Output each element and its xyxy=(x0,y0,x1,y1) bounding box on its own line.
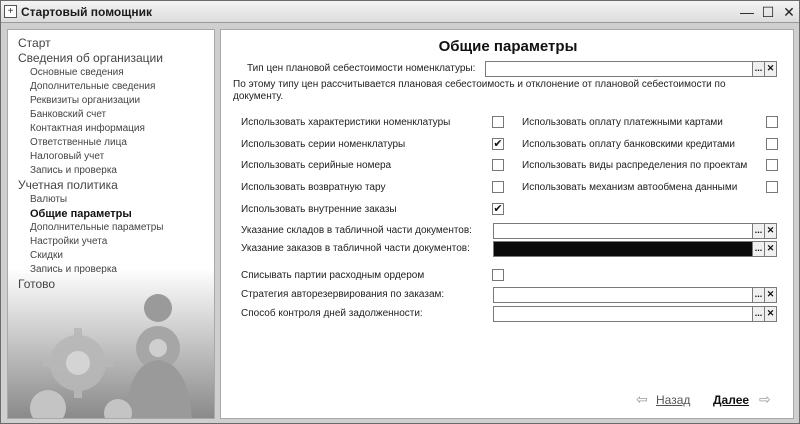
warehouse-label: Указание складов в табличной части документов: xyxy=(241,225,472,236)
option-label: Использовать механизм автообмена данными xyxy=(522,182,738,193)
orders-label: Указание заказов в табличной части документов: xyxy=(241,243,470,254)
option-label: Использовать внутренние заказы xyxy=(241,204,397,215)
option-label: Использовать серийные номера xyxy=(241,160,392,171)
price-type-note: По этому типу цен рассчитывается плановая себестоимость и отклонение от плановой себестоимости по документу. xyxy=(233,79,726,102)
steps-list xyxy=(18,36,213,292)
step-section-item[interactable]: Учетная политика xyxy=(18,178,118,192)
clear-icon[interactable]: ✕ xyxy=(764,242,776,256)
step-item[interactable]: Налоговый учет xyxy=(30,151,105,162)
write-off-label: Списывать партии расходным ордером xyxy=(241,270,425,281)
step-item[interactable]: Банковский счет xyxy=(30,109,107,120)
write-off-checkbox[interactable] xyxy=(492,269,504,281)
step-item[interactable]: Скидки xyxy=(30,250,63,261)
price-type-label: Тип цен плановой себестоимости номенклатуры: xyxy=(247,63,476,74)
option-checkbox[interactable] xyxy=(492,159,504,171)
next-arrow-icon: ⇨ xyxy=(759,391,771,407)
option-checkbox[interactable] xyxy=(766,159,778,171)
back-arrow-icon: ⇦ xyxy=(636,391,648,407)
option-label: Использовать оплату банковскими кредитами xyxy=(522,139,735,150)
step-section-item[interactable]: Готово xyxy=(18,277,56,291)
main-panel xyxy=(220,29,794,419)
step-item[interactable]: Основные сведения xyxy=(30,67,124,78)
select-button[interactable]: ... xyxy=(752,242,764,256)
warehouse-field[interactable] xyxy=(493,223,777,239)
step-item[interactable]: Валюты xyxy=(30,194,68,205)
page-title: Общие параметры xyxy=(438,38,578,55)
step-item[interactable]: Настройки учета xyxy=(30,236,108,247)
select-button[interactable]: ... xyxy=(752,62,764,76)
step-section-item[interactable]: Сведения об организации xyxy=(18,51,163,65)
price-type-field[interactable] xyxy=(485,61,777,77)
option-checkbox[interactable] xyxy=(766,138,778,150)
steps-sidebar xyxy=(7,29,215,419)
select-button[interactable]: ... xyxy=(752,307,764,321)
minimize-icon[interactable]: — xyxy=(740,4,754,20)
option-label: Использовать оплату платежными картами xyxy=(522,117,723,128)
option-checkbox[interactable] xyxy=(492,181,504,193)
option-checkbox[interactable] xyxy=(766,116,778,128)
step-item[interactable]: Запись и проверка xyxy=(30,165,117,176)
step-item[interactable]: Ответственные лица xyxy=(30,137,127,148)
window-title: Стартовый помощник xyxy=(21,5,152,19)
option-checkbox[interactable] xyxy=(766,181,778,193)
step-item[interactable]: Дополнительные параметры xyxy=(30,222,164,233)
debt-control-field[interactable] xyxy=(493,306,777,322)
option-label: Использовать серии номенклатуры xyxy=(241,139,406,150)
next-label: Далее xyxy=(713,393,750,407)
back-label: Назад xyxy=(656,393,691,407)
select-button[interactable]: ... xyxy=(752,224,764,238)
orders-field[interactable] xyxy=(493,241,777,257)
option-label: Использовать характеристики номенклатуры xyxy=(241,117,451,128)
clear-icon[interactable]: ✕ xyxy=(764,307,776,321)
app-icon[interactable]: + xyxy=(4,5,17,18)
step-item[interactable]: Дополнительные сведения xyxy=(30,81,156,92)
reserve-strategy-label: Стратегия авторезервирования по заказам: xyxy=(241,289,445,300)
title-bar[interactable] xyxy=(1,1,799,23)
clear-icon[interactable]: ✕ xyxy=(764,224,776,238)
select-button[interactable]: ... xyxy=(752,288,764,302)
close-icon[interactable]: ✕ xyxy=(783,4,795,20)
option-checkbox[interactable]: ✔ xyxy=(493,138,503,150)
clear-icon[interactable]: ✕ xyxy=(764,62,776,76)
clear-icon[interactable]: ✕ xyxy=(764,288,776,302)
option-label: Использовать виды распределения по проектам xyxy=(522,160,748,171)
option-checkbox[interactable] xyxy=(492,116,504,128)
option-label: Использовать возвратную тару xyxy=(241,182,386,193)
maximize-icon[interactable]: ☐ xyxy=(761,4,775,20)
step-item[interactable]: Запись и проверка xyxy=(30,264,117,275)
debt-control-label: Способ контроля дней задолженности: xyxy=(241,308,423,319)
step-item[interactable]: Общие параметры xyxy=(30,208,132,220)
step-item[interactable]: Контактная информация xyxy=(30,123,145,134)
step-item[interactable]: Реквизиты организации xyxy=(30,95,141,106)
step-section-item[interactable]: Старт xyxy=(18,36,51,50)
reserve-strategy-field[interactable] xyxy=(493,287,777,303)
option-checkbox[interactable]: ✔ xyxy=(493,203,503,215)
